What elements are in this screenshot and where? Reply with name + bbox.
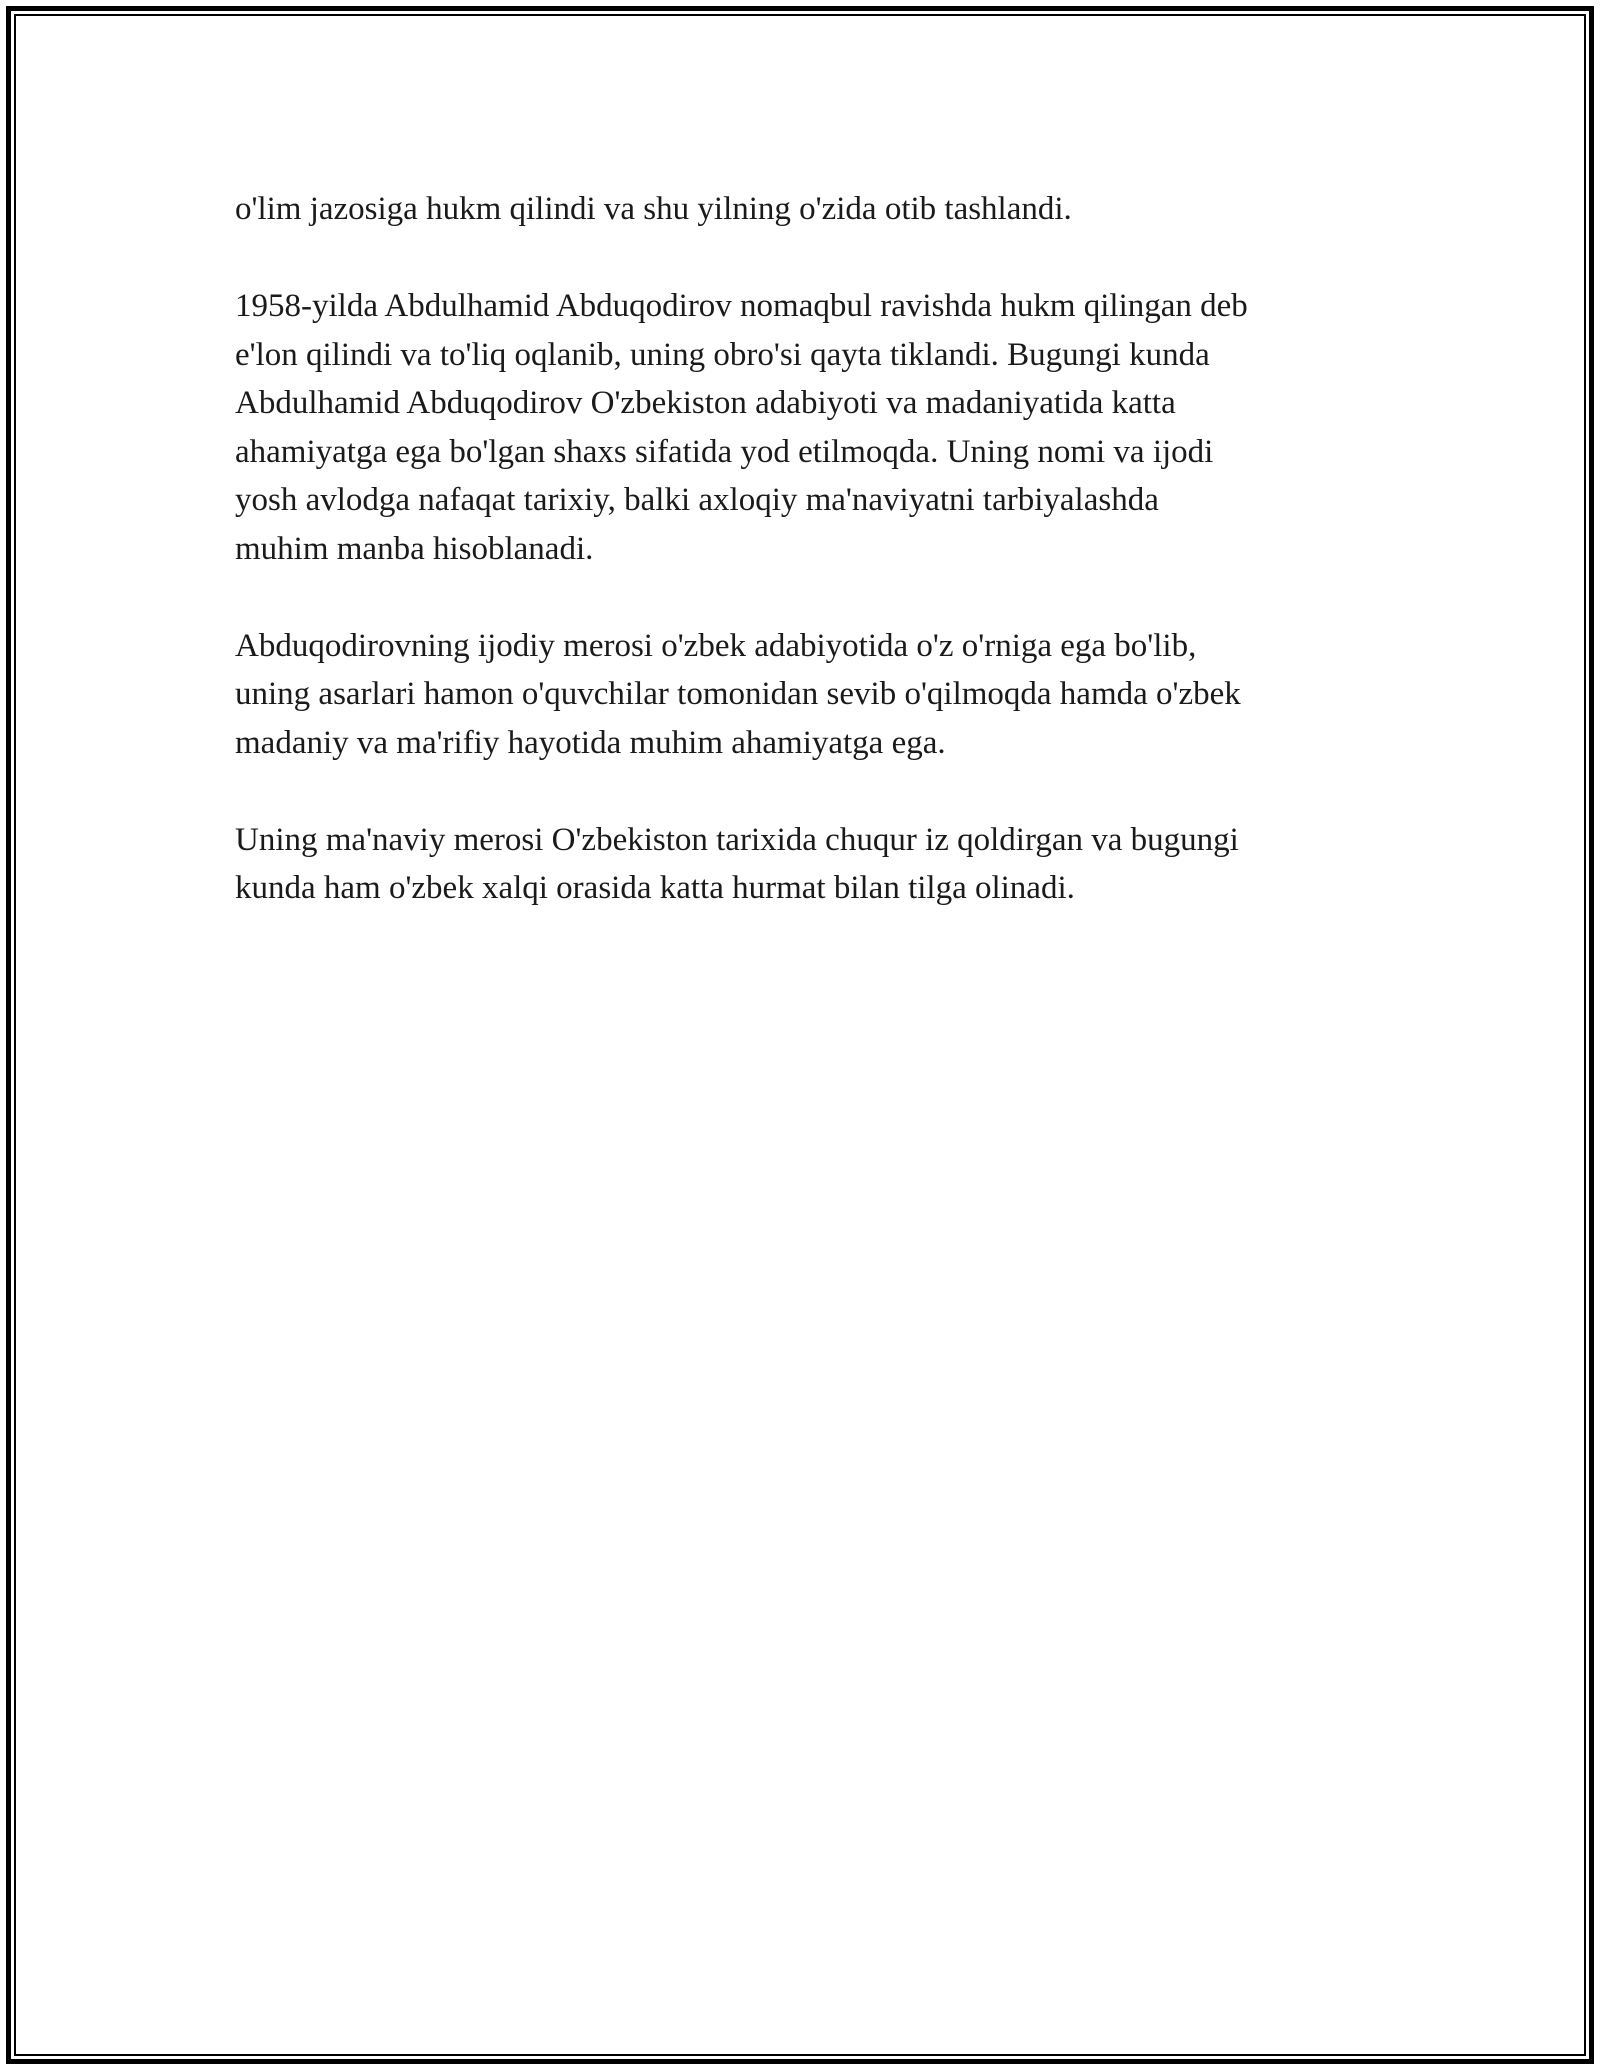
paragraph-1 (235, 185, 1375, 234)
paragraph-4 (235, 816, 1375, 913)
document-body (235, 185, 1375, 961)
text-line: ahamiyatga ega bo'lgan shaxs sifatida yod etilmoqda. Uning nomi va ijodi (235, 433, 1214, 470)
text-line: kunda ham o'zbek xalqi orasida katta hurmat bilan tilga olinadi. (235, 870, 1075, 906)
text-line: uning asarlari hamon o'quvchilar tomonidan sevib o'qilmoqda hamda o'zbek (235, 676, 1241, 712)
text-line: o'lim jazosiga hukm qilindi va shu yilning o'zida otib tashlandi. (235, 191, 1072, 227)
text-line: 1958-yilda Abdulhamid Abduqodirov nomaqbul ravishda hukm qilingan deb (235, 288, 1248, 324)
text-line: madaniy va ma'rifiy hayotida muhim ahamiyatga ega. (235, 724, 946, 761)
paragraph-2 (235, 282, 1375, 573)
text-line: e'lon qilindi va to'liq oqlanib, uning obro'si qayta tiklandi. Bugungi kunda (235, 336, 1210, 373)
text-line: Uning ma'naviy merosi O'zbekiston tarixida chuqur iz qoldirgan va bugungi (235, 821, 1239, 858)
text-line: yosh avlodga nafaqat tarixiy, balki axloqiy ma'naviyatni tarbiyalashda (235, 482, 1159, 518)
text-line: Abdulhamid Abduqodirov O'zbekiston adabiyoti va madaniyatida katta (235, 385, 1176, 421)
text-line: muhim manba hisoblanadi. (235, 530, 594, 567)
paragraph-3 (235, 622, 1375, 768)
text-line: Abduqodirovning ijodiy merosi o'zbek adabiyotida o'z o'rniga ega bo'lib, (235, 627, 1197, 664)
